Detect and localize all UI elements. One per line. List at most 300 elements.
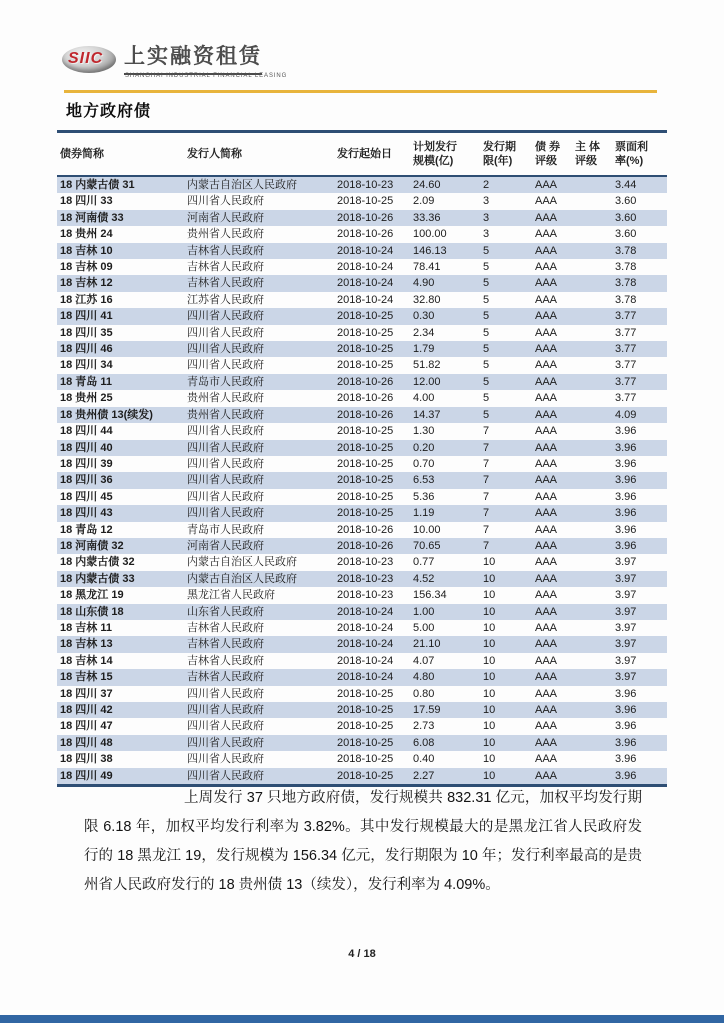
table-cell: AAA xyxy=(535,490,558,503)
table-cell xyxy=(572,193,612,209)
table-cell: 3.77 xyxy=(615,326,637,339)
table-cell: 10 xyxy=(483,556,496,569)
table-cell: 2018-10-25 xyxy=(337,507,394,520)
col-header-term: 发行期 限(年) xyxy=(480,132,532,177)
page-number: 4 / 18 xyxy=(348,948,376,960)
table-row xyxy=(57,538,667,554)
table-cell: 146.13 xyxy=(413,244,447,257)
table-cell: 18 四川 43 xyxy=(60,507,113,520)
table-cell: 2018-10-25 xyxy=(337,490,394,503)
table-cell: 3.96 xyxy=(615,720,637,733)
table-cell: 18 四川 39 xyxy=(60,457,113,470)
table-cell: 四川省人民政府 xyxy=(187,704,264,716)
table-cell: 14.37 xyxy=(413,408,441,421)
table-cell: 18 吉林 10 xyxy=(60,244,113,257)
table-cell: 18 青岛 11 xyxy=(60,375,112,388)
table-cell: 5 xyxy=(483,293,490,306)
table-cell: 3.96 xyxy=(615,539,637,552)
table-cell: 2018-10-26 xyxy=(337,375,394,388)
table-row xyxy=(57,374,667,390)
table-row xyxy=(57,308,667,324)
table-row xyxy=(57,243,667,259)
table-cell xyxy=(572,176,612,193)
table-cell xyxy=(572,620,612,636)
table-cell: 5.36 xyxy=(413,490,435,503)
table-cell: 4.09 xyxy=(615,408,637,421)
table-cell: AAA xyxy=(535,359,558,372)
table-cell: 2018-10-25 xyxy=(337,425,394,438)
table-cell: 2018-10-24 xyxy=(337,654,394,667)
table-row xyxy=(57,653,667,669)
table-cell: 2018-10-24 xyxy=(337,293,394,306)
table-row xyxy=(57,587,667,603)
table-row xyxy=(57,259,667,275)
table-cell: AAA xyxy=(535,736,558,749)
table-cell: 18 四川 34 xyxy=(60,359,113,372)
table-cell: 3.97 xyxy=(615,605,637,618)
table-cell: 2018-10-26 xyxy=(337,539,394,552)
table-cell: 7 xyxy=(483,539,490,552)
table-cell: 18 四川 47 xyxy=(60,720,113,733)
table-cell: 3.78 xyxy=(615,293,637,306)
table-cell: 吉林省人民政府 xyxy=(187,638,264,651)
table-cell: 18 贵州 24 xyxy=(60,228,113,241)
table-cell: 2018-10-24 xyxy=(337,244,394,257)
table-cell xyxy=(572,604,612,620)
table-row xyxy=(57,571,667,587)
table-cell: 2018-10-25 xyxy=(337,457,394,470)
table-cell: 1.00 xyxy=(413,605,435,618)
table-cell: AAA xyxy=(535,523,558,536)
table-cell: 贵州省人民政府 xyxy=(187,408,264,421)
table-cell xyxy=(572,522,612,538)
table-cell: 四川省人民政府 xyxy=(187,457,264,470)
table-cell: AAA xyxy=(535,425,558,438)
table-cell xyxy=(572,374,612,390)
table-cell: 2018-10-24 xyxy=(337,261,394,274)
table-cell: 3.97 xyxy=(615,572,637,585)
table-row xyxy=(57,193,667,209)
table-cell: 四川省人民政府 xyxy=(187,474,264,487)
table-cell: 5 xyxy=(483,261,490,274)
table-cell: 0.80 xyxy=(413,687,435,700)
table-cell: AAA xyxy=(535,261,558,274)
table-cell: 2018-10-25 xyxy=(337,359,394,372)
table-cell: 2018-10-24 xyxy=(337,638,394,651)
table-cell: 7 xyxy=(483,457,490,470)
table-cell: 5 xyxy=(483,244,490,257)
table-cell: AAA xyxy=(535,539,558,552)
table-cell xyxy=(572,210,612,226)
table-cell: 3.96 xyxy=(615,457,637,470)
table-cell: 18 吉林 14 xyxy=(60,654,113,667)
bond-table-header xyxy=(57,132,667,177)
table-cell: 3.60 xyxy=(615,228,637,241)
company-subtitle: SHANGHAI INDUSTRIAL FINANCIAL LEASING xyxy=(125,73,288,79)
table-cell: 12.00 xyxy=(413,375,441,388)
table-row xyxy=(57,407,667,423)
section-title: 地方政府债 xyxy=(66,103,152,120)
col-header-planned-scale: 计划发行 规模(亿) xyxy=(410,132,480,177)
table-row xyxy=(57,176,667,193)
table-cell: AAA xyxy=(535,195,558,208)
table-cell: 3.96 xyxy=(615,490,637,503)
table-cell xyxy=(572,440,612,456)
table-cell: AAA xyxy=(535,457,558,470)
table-cell: 18 贵州债 13(续发) xyxy=(60,408,153,421)
table-cell: 5 xyxy=(483,326,490,339)
table-cell: 内蒙古自治区人民政府 xyxy=(187,179,297,191)
table-cell: 18 吉林 12 xyxy=(60,277,113,290)
table-row xyxy=(57,210,667,226)
table-cell: 吉林省人民政府 xyxy=(187,621,264,634)
table-cell: 2018-10-25 xyxy=(337,326,394,339)
table-row xyxy=(57,620,667,636)
table-cell: 5 xyxy=(483,392,490,405)
table-cell: AAA xyxy=(535,589,558,602)
table-cell: AAA xyxy=(535,441,558,454)
table-cell: 4.80 xyxy=(413,671,435,684)
table-cell: 四川省人民政府 xyxy=(187,441,264,454)
table-cell: 2018-10-23 xyxy=(337,589,394,602)
table-cell: 18 四川 48 xyxy=(60,736,113,749)
table-cell: 3.77 xyxy=(615,359,637,372)
table-cell: AAA xyxy=(535,720,558,733)
table-cell: AAA xyxy=(535,704,558,716)
table-row xyxy=(57,751,667,767)
table-cell: 18 山东债 18 xyxy=(60,605,124,618)
table-cell xyxy=(572,505,612,521)
table-cell: 18 四川 46 xyxy=(60,343,113,356)
table-cell: 山东省人民政府 xyxy=(187,605,264,618)
table-cell: 3.97 xyxy=(615,671,637,684)
table-cell: 四川省人民政府 xyxy=(187,736,264,749)
table-cell: 1.19 xyxy=(413,507,435,520)
table-row xyxy=(57,636,667,652)
table-cell: AAA xyxy=(535,753,558,766)
table-cell: 18 四川 37 xyxy=(60,687,113,700)
table-cell: 18 内蒙古债 31 xyxy=(60,179,135,191)
table-cell xyxy=(572,686,612,702)
table-cell xyxy=(572,489,612,505)
table-cell: 3.77 xyxy=(615,375,637,388)
table-cell: 2018-10-26 xyxy=(337,392,394,405)
table-cell: 2018-10-24 xyxy=(337,621,394,634)
table-row xyxy=(57,390,667,406)
table-cell: 2018-10-24 xyxy=(337,277,394,290)
table-cell: 2018-10-25 xyxy=(337,343,394,356)
table-cell: 2.09 xyxy=(413,195,435,208)
table-cell: 2018-10-26 xyxy=(337,228,394,241)
table-cell: 18 四川 41 xyxy=(60,310,113,323)
table-cell xyxy=(572,341,612,357)
table-cell: 四川省人民政府 xyxy=(187,359,264,372)
table-cell xyxy=(572,653,612,669)
table-cell: 四川省人民政府 xyxy=(187,490,264,503)
table-cell: 10 xyxy=(483,589,496,602)
table-cell: 四川省人民政府 xyxy=(187,310,264,323)
table-cell: 10 xyxy=(480,768,532,786)
table-cell: 4.07 xyxy=(413,654,435,667)
col-header-issuer-rating: 主 体 评级 xyxy=(572,132,612,177)
table-cell xyxy=(572,243,612,259)
table-row xyxy=(57,505,667,521)
col-header-bond-name: 债券简称 xyxy=(57,132,184,177)
table-cell: 2018-10-25 xyxy=(337,474,394,487)
table-cell: 2018-10-24 xyxy=(337,605,394,618)
table-cell: AAA xyxy=(535,605,558,618)
table-cell: 18 贵州 25 xyxy=(60,392,113,405)
table-cell: 2018-10-25 xyxy=(337,704,394,716)
table-cell: 10 xyxy=(483,638,496,651)
table-cell: 24.60 xyxy=(413,179,441,191)
table-cell: 2.27 xyxy=(410,768,480,786)
table-cell: 四川省人民政府 xyxy=(187,195,264,208)
table-cell: 内蒙古自治区人民政府 xyxy=(187,572,297,585)
table-cell: 18 内蒙古债 33 xyxy=(60,572,135,585)
table-cell: 18 吉林 11 xyxy=(60,621,112,634)
table-cell: 3.96 xyxy=(612,768,667,786)
table-row xyxy=(57,226,667,242)
table-cell: 18 河南债 32 xyxy=(60,539,124,552)
table-cell: 32.80 xyxy=(413,293,441,306)
company-name: 上实融资租赁 xyxy=(124,40,262,75)
table-cell: 黑龙江省人民政府 xyxy=(187,589,275,602)
table-cell: AAA xyxy=(535,326,558,339)
table-cell: 2018-10-25 xyxy=(337,720,394,733)
table-cell: 5 xyxy=(483,375,490,388)
table-cell: 5 xyxy=(483,343,490,356)
table-row xyxy=(57,735,667,751)
bond-table-body xyxy=(57,176,667,786)
table-cell: 3.96 xyxy=(615,507,637,520)
table-cell: 5.00 xyxy=(413,621,435,634)
summary-paragraph: 上周发行 37 只地方政府债，发行规模共 832.31 亿元，加权平均发行期限 6.18 年，加权平均发行利率为 3.82%。其中发行规模最大的是黑龙江省人民政府发行的 18 黑龙江 19，发行规模为 156.34 亿元，发行期限为 10 年；发行利率最高的是贵州省人民政府发行的 18 贵州债 13（续发），发行利率为 4.09%。 xyxy=(84,790,642,893)
table-cell: AAA xyxy=(535,507,558,520)
table-cell: AAA xyxy=(535,687,558,700)
table-cell: 3.96 xyxy=(615,687,637,700)
table-cell: AAA xyxy=(532,768,572,786)
table-row xyxy=(57,325,667,341)
table-row xyxy=(57,554,667,570)
table-cell: AAA xyxy=(535,179,558,191)
footer-bar xyxy=(0,1015,724,1023)
table-cell: 3.78 xyxy=(615,277,637,290)
table-cell: 10 xyxy=(483,671,496,684)
table-cell: 6.08 xyxy=(413,736,435,749)
table-cell xyxy=(572,423,612,439)
table-cell: 4.00 xyxy=(413,392,435,405)
table-cell: 78.41 xyxy=(413,261,441,274)
table-cell: 10 xyxy=(483,572,496,585)
table-cell: AAA xyxy=(535,572,558,585)
table-cell: 河南省人民政府 xyxy=(187,211,264,224)
table-row xyxy=(57,456,667,472)
table-cell: 2018-10-25 xyxy=(337,736,394,749)
table-cell: 10 xyxy=(483,753,496,766)
table-cell: 18 四川 38 xyxy=(60,753,113,766)
table-cell: 33.36 xyxy=(413,211,441,224)
table-cell: 18 四川 33 xyxy=(60,195,113,208)
table-cell: 2018-10-25 xyxy=(337,753,394,766)
table-cell: 10 xyxy=(483,704,496,716)
table-row xyxy=(57,440,667,456)
table-cell: 3.97 xyxy=(615,621,637,634)
table-cell xyxy=(572,275,612,291)
table-cell: 2018-10-25 xyxy=(334,768,410,786)
col-header-coupon-rate: 票面利 率(%) xyxy=(612,132,667,177)
table-cell xyxy=(572,390,612,406)
table-cell: AAA xyxy=(535,474,558,487)
table-cell: 四川省人民政府 xyxy=(187,753,264,766)
table-cell: 10 xyxy=(483,687,496,700)
table-cell xyxy=(572,718,612,734)
table-cell: 18 河南债 33 xyxy=(60,211,124,224)
table-cell: 3 xyxy=(483,211,490,224)
table-cell: 18 四川 40 xyxy=(60,441,113,454)
table-row xyxy=(57,686,667,702)
table-cell: AAA xyxy=(535,654,558,667)
table-cell: AAA xyxy=(535,293,558,306)
table-cell: 青岛市人民政府 xyxy=(187,523,264,536)
table-cell: 3.77 xyxy=(615,343,637,356)
table-cell: 吉林省人民政府 xyxy=(187,671,264,684)
table-cell: 10 xyxy=(483,736,496,749)
table-cell: 2018-10-24 xyxy=(337,671,394,684)
table-cell: AAA xyxy=(535,228,558,241)
table-cell: 0.20 xyxy=(413,441,435,454)
table-row xyxy=(57,489,667,505)
table-cell: 2018-10-25 xyxy=(337,687,394,700)
table-cell: 贵州省人民政府 xyxy=(187,228,264,241)
table-cell: 3.44 xyxy=(615,179,637,191)
table-cell: 2.34 xyxy=(413,326,435,339)
table-cell: 21.10 xyxy=(413,638,441,651)
table-cell: 7 xyxy=(483,441,490,454)
table-cell: 0.40 xyxy=(413,753,435,766)
table-cell: AAA xyxy=(535,244,558,257)
table-cell: AAA xyxy=(535,621,558,634)
table-cell: 5 xyxy=(483,359,490,372)
table-cell: 10.00 xyxy=(413,523,441,536)
table-cell: 3.96 xyxy=(615,474,637,487)
table-row xyxy=(57,341,667,357)
table-cell: 四川省人民政府 xyxy=(187,425,264,438)
table-cell xyxy=(572,259,612,275)
table-cell: 70.65 xyxy=(413,539,441,552)
table-row xyxy=(57,768,667,786)
table-cell xyxy=(572,292,612,308)
table-cell: 0.70 xyxy=(413,457,435,470)
table-cell xyxy=(572,669,612,685)
table-cell: 1.30 xyxy=(413,425,435,438)
table-cell: 100.00 xyxy=(413,228,447,241)
table-cell: 0.30 xyxy=(413,310,435,323)
table-cell xyxy=(572,735,612,751)
table-cell xyxy=(572,538,612,554)
table-cell: 3.60 xyxy=(615,195,637,208)
table-cell: 18 四川 45 xyxy=(60,490,113,503)
table-row xyxy=(57,275,667,291)
col-header-issuer: 发行人简称 xyxy=(184,132,334,177)
table-cell: 吉林省人民政府 xyxy=(187,654,264,667)
table-cell: 3 xyxy=(483,228,490,241)
table-cell: AAA xyxy=(535,211,558,224)
table-cell: 3.97 xyxy=(615,589,637,602)
table-cell: 10 xyxy=(483,621,496,634)
table-cell: 3.78 xyxy=(615,261,637,274)
table-cell: 四川省人民政府 xyxy=(187,326,264,339)
table-cell: 2018-10-25 xyxy=(337,441,394,454)
table-cell: 3.97 xyxy=(615,654,637,667)
table-cell: 吉林省人民政府 xyxy=(187,261,264,274)
table-cell: 5 xyxy=(483,408,490,421)
table-cell xyxy=(572,636,612,652)
table-row xyxy=(57,522,667,538)
table-cell: 18 江苏 16 xyxy=(60,293,113,306)
table-row xyxy=(57,702,667,718)
table-cell: 3.96 xyxy=(615,441,637,454)
table-cell: 3.96 xyxy=(615,704,637,716)
table-cell: 18 四川 35 xyxy=(60,326,113,339)
table-row xyxy=(57,604,667,620)
table-cell: 3.77 xyxy=(615,392,637,405)
table-cell: AAA xyxy=(535,671,558,684)
table-cell: 7 xyxy=(483,474,490,487)
table-cell: AAA xyxy=(535,556,558,569)
table-cell: 7 xyxy=(483,507,490,520)
table-cell: 3.77 xyxy=(615,310,637,323)
table-cell: 18 四川 44 xyxy=(60,425,113,438)
table-cell: AAA xyxy=(535,408,558,421)
table-cell: 18 黑龙江 19 xyxy=(60,589,124,602)
table-cell: 4.52 xyxy=(413,572,435,585)
table-cell xyxy=(572,456,612,472)
table-cell xyxy=(572,472,612,488)
table-cell: 2018-10-25 xyxy=(337,195,394,208)
table-cell: AAA xyxy=(535,277,558,290)
table-cell: 5 xyxy=(483,310,490,323)
siic-logo-text: SIIC xyxy=(68,50,104,67)
table-cell: 2.73 xyxy=(413,720,435,733)
table-cell: 17.59 xyxy=(413,704,441,716)
table-cell: 18 吉林 15 xyxy=(60,671,113,684)
table-cell: 1.79 xyxy=(413,343,435,356)
table-cell: 51.82 xyxy=(413,359,441,372)
table-row xyxy=(57,357,667,373)
table-cell: 18 四川 42 xyxy=(60,704,113,716)
table-cell: 江苏省人民政府 xyxy=(187,293,264,306)
table-cell: AAA xyxy=(535,638,558,651)
table-cell xyxy=(572,768,612,786)
table-cell: 青岛市人民政府 xyxy=(187,375,264,388)
table-row xyxy=(57,472,667,488)
table-cell: 吉林省人民政府 xyxy=(187,277,264,290)
table-cell: 18 内蒙古债 32 xyxy=(60,556,135,569)
table-cell: 四川省人民政府 xyxy=(187,687,264,700)
table-cell: AAA xyxy=(535,392,558,405)
table-cell: 贵州省人民政府 xyxy=(187,392,264,405)
table-cell: 7 xyxy=(483,523,490,536)
table-cell: 内蒙古自治区人民政府 xyxy=(187,556,297,569)
col-header-bond-rating: 债 券 评级 xyxy=(532,132,572,177)
table-cell: 四川省人民政府 xyxy=(187,507,264,520)
table-row xyxy=(57,423,667,439)
table-cell: 18 四川 36 xyxy=(60,474,113,487)
bond-table xyxy=(57,130,667,787)
table-cell: 2018-10-26 xyxy=(337,211,394,224)
table-cell: 3.97 xyxy=(615,638,637,651)
